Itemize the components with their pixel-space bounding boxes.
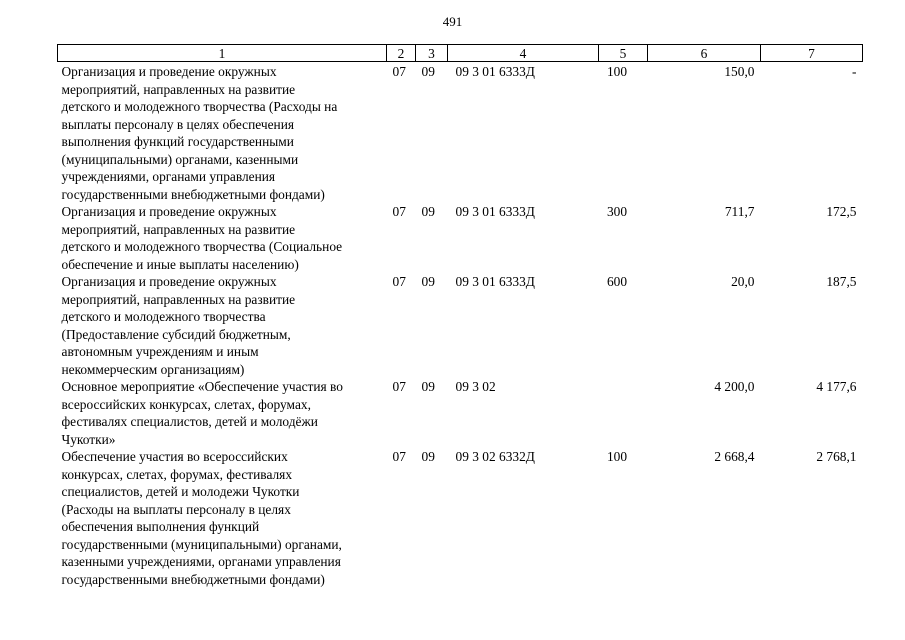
- row-subsection: 09: [421, 449, 435, 464]
- row-amount-1: 4 200,0: [714, 379, 755, 394]
- header-col-7: 7: [761, 45, 863, 62]
- row-expense-type: 100: [606, 449, 628, 464]
- row-name: Организация и проведение окружных мероприятий, направленных на развитие детского и молодежного творчества (Социальное обеспечение и иные выплаты населению): [61, 204, 343, 272]
- row-expense-type: 600: [606, 274, 628, 289]
- row-target-code: 09 3 01 6333Д: [455, 64, 535, 79]
- row-amount-2: 187,5: [826, 274, 857, 289]
- row-amount-1: 20,0: [731, 274, 755, 289]
- row-expense-type: 300: [606, 204, 628, 219]
- row-expense-type: 100: [606, 64, 628, 79]
- row-amount-2: 172,5: [826, 204, 857, 219]
- header-col-6: 6: [648, 45, 761, 62]
- row-expense-type: [599, 378, 648, 448]
- header-row: [58, 45, 863, 62]
- row-amount-1: 711,7: [724, 204, 755, 219]
- row-target-code: 09 3 02: [455, 379, 496, 394]
- row-section: 07: [392, 449, 406, 464]
- row-section: 07: [392, 274, 406, 289]
- header-col-3: 3: [416, 45, 448, 62]
- table-row: [58, 62, 863, 204]
- row-name: Организация и проведение окружных мероприятий, направленных на развитие детского и молодежного творчества (Расходы на выплаты персоналу в целях обеспечения выполнения функций государственными (муниципальными) органами, казенными учреждениями, органами управления государственными внебюджетными фондами): [61, 64, 338, 202]
- row-amount-1: 150,0: [724, 64, 755, 79]
- page-number: 491: [442, 14, 463, 29]
- row-name: Организация и проведение окружных мероприятий, направленных на развитие детского и молодежного творчества (Предоставление субсидий бюджетным, автономным учреждениям и иным некоммерческим организациям): [61, 274, 296, 377]
- table-row: [58, 378, 863, 448]
- row-target-code: 09 3 01 6333Д: [455, 204, 535, 219]
- table-row: [58, 273, 863, 378]
- row-name: Обеспечение участия во всероссийских конкурсах, слетах, форумах, фестивалях специалистов, детей и молодежи Чукотки (Расходы на выплаты персоналу в целях обеспечения выполнения функций государственными (муниципальными) органами, казенными учреждениями, органами управления государственными внебюджетными фондами): [61, 449, 342, 587]
- row-name: Основное мероприятие «Обеспечение участия во всероссийских конкурсах, слетах, форумах, фестивалях специалистов, детей и молодёжи Чукотки»: [61, 379, 343, 447]
- header-col-2: 2: [387, 45, 416, 62]
- row-target-code: 09 3 01 6333Д: [455, 274, 535, 289]
- row-subsection: 09: [421, 64, 435, 79]
- row-section: 07: [392, 204, 406, 219]
- row-subsection: 09: [421, 379, 435, 394]
- row-target-code: 09 3 02 6332Д: [455, 449, 535, 464]
- header-col-5: 5: [599, 45, 648, 62]
- row-subsection: 09: [421, 274, 435, 289]
- table-body: [58, 62, 863, 589]
- row-amount-1: 2 668,4: [714, 449, 755, 464]
- table-row: [58, 448, 863, 588]
- table-row: [58, 203, 863, 273]
- table-header: [58, 45, 863, 62]
- row-amount-2: 2 768,1: [816, 449, 857, 464]
- header-col-4: 4: [448, 45, 599, 62]
- row-section: 07: [392, 379, 406, 394]
- budget-table: [57, 44, 863, 588]
- row-amount-2: -: [852, 64, 857, 79]
- row-subsection: 09: [421, 204, 435, 219]
- row-amount-2: 4 177,6: [816, 379, 857, 394]
- row-section: 07: [392, 64, 406, 79]
- header-col-1: 1: [58, 45, 387, 62]
